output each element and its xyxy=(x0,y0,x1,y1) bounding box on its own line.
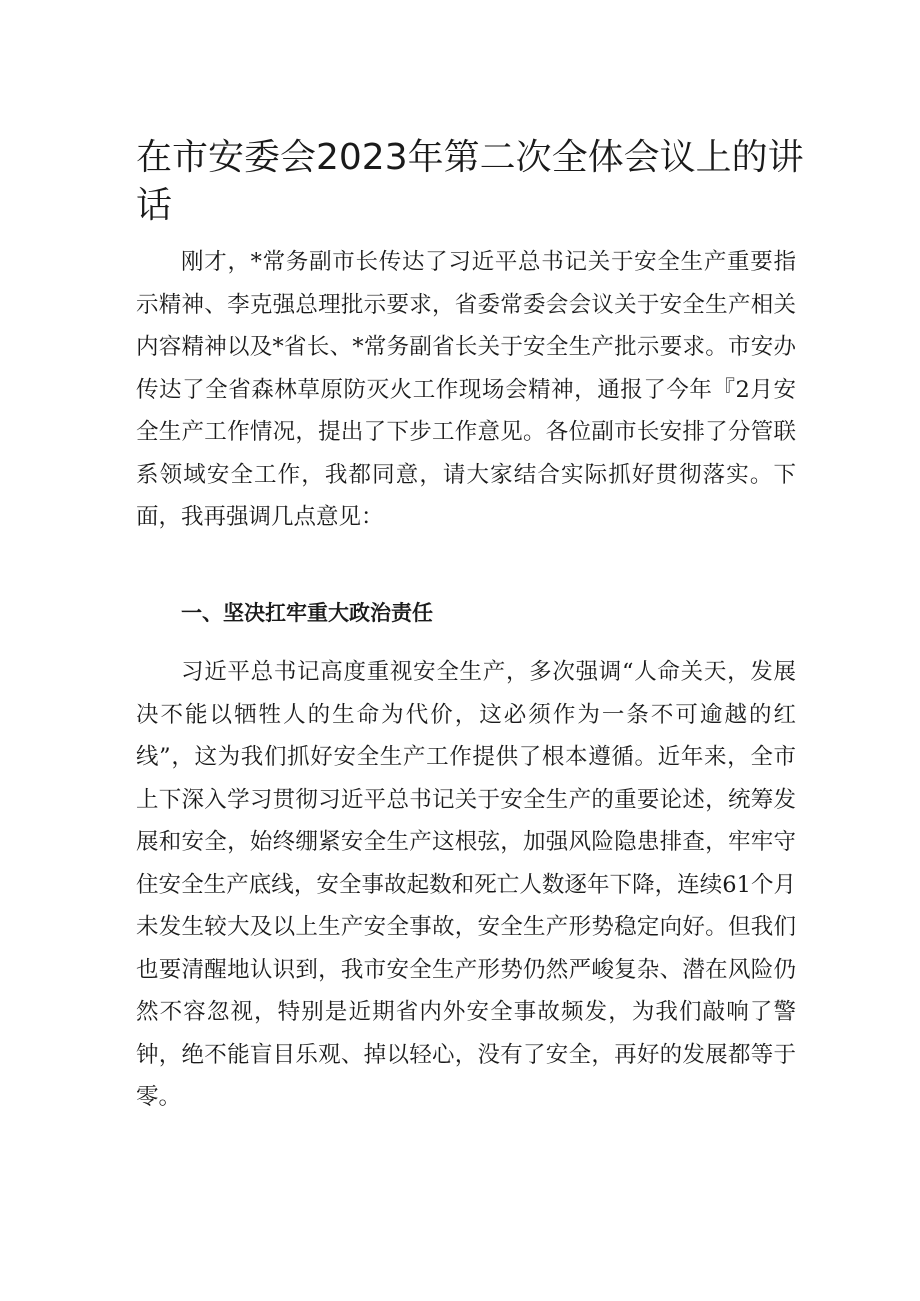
section-heading: 一、坚决扛牢重大政治责任 xyxy=(181,601,433,625)
intro-paragraph: 刚才，*常务副市长传达了习近平总书记关于安全生产重要指示精神、李克强总理批示要求，省委常委会会议关于安全生产相关内容精神以及*省长、*常务副省长关于安全生产批示要求。市安办传达了全省森林草原防灭火工作现场会精神，通报了今年『2月安全生产工作情况，提出了下步工作意见。各位副市长安排了分管联系领域安全工作，我都同意，请大家结合实际抓好贯彻落实。下面，我再强调几点意见： xyxy=(136,249,796,530)
document-title: 在市安委会2023年第二次全体会议上的讲话 xyxy=(136,137,804,226)
section-paragraph: 习近平总书记高度重视安全生产，多次强调“人命关天，发展决不能以牺牲人的生命为代价，这必须作为一条不可逾越的红线”，这为我们抓好安全生产工作提供了根本遵循。近年来，全市上下深入学习贯彻习近平总书记关于安全生产的重要论述，统筹发展和安全，始终绷紧安全生产这根弦，加强风险隐患排查，牢牢守住安全生产底线，安全事故起数和死亡人数逐年下降，连续61个月未发生较大及以上生产安全事故，安全生产形势稳定向好。但我们也要清醒地认识到，我市安全生产形势仍然严峻复杂、潜在风险仍然不容忽视，特别是近期省内外安全事故频发，为我们敲响了警钟，绝不能盲目乐观、掉以轻心，没有了安全，再好的发展都等于零。 xyxy=(136,659,796,1110)
